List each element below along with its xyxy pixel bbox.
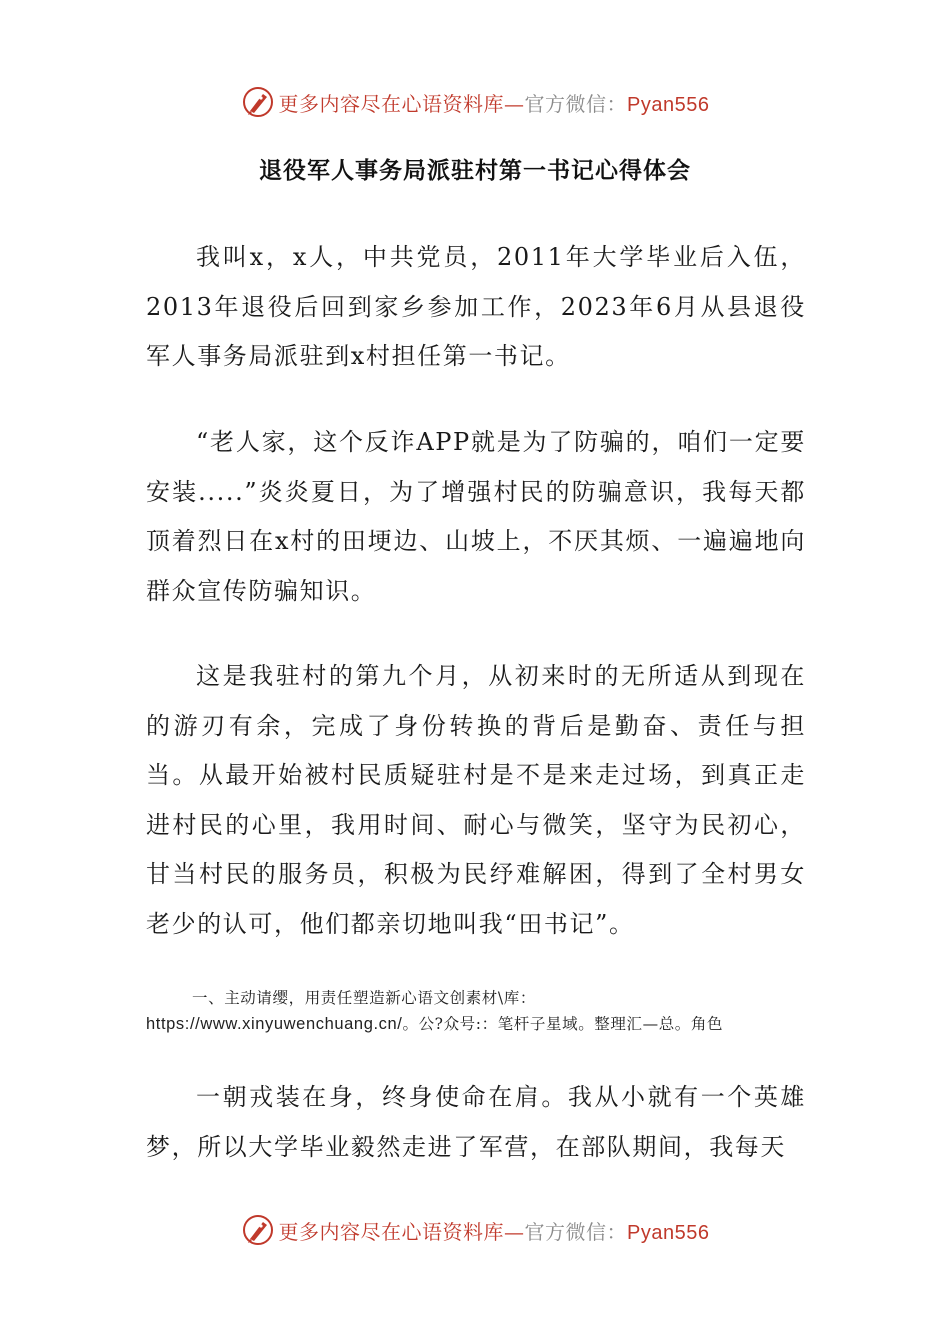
paragraph-military-dream: 一朝戎装在身，终身使命在肩。我从小就有一个英雄梦，所以大学毕业毅然走进了军营，在部队期间，我每天 <box>146 1083 806 1161</box>
header-banner <box>0 82 950 122</box>
note-lead: 一、主动请缨，用责任塑造新心语文创素材\库： <box>192 989 536 1007</box>
banner-sub-text: 官方微信： <box>524 1219 628 1244</box>
page-title: 退役军人事务局派驻村第一书记心得体会 <box>259 158 691 184</box>
note-url: https://www.xinyuwenchuang.cn/ <box>146 1015 403 1033</box>
banner-main-text: 更多内容尽在心语资料库 <box>278 1219 505 1244</box>
section-heading-note <box>146 985 806 1037</box>
pen-nib-logo-icon <box>241 85 275 119</box>
banner-wechat-id: Pyan556 <box>627 1221 710 1244</box>
banner-text <box>279 88 710 117</box>
paragraph-anti-fraud: “老人家，这个反诈APP就是为了防骗的，咱们一定要安装.....”炎炎夏日，为了增强村民的防骗意识，我每天都顶着烈日在x村的田埂边、山坡上，不厌其烦、一遍遍地向群众宣传防骗知识。 <box>146 428 806 605</box>
paragraph-ninth-month: 这是我驻村的第九个月，从初来时的无所适从到现在的游刃有余，完成了身份转换的背后是勤奋、责任与担当。从最开始被村民质疑驻村是不是来走过场，到真正走进村民的心里，我用时间、耐心与微笑，坚守为民初心，甘当村民的服务员，积极为民纾难解困，得到了全村男女老少的认可，他们都亲切地叫我“田书记”。 <box>146 662 806 938</box>
banner-main-text: 更多内容尽在心语资料库 <box>278 91 505 116</box>
paragraph-intro: 我叫x，x人，中共党员，2011年大学毕业后入伍，2013年退役后回到家乡参加工作，2023年6月从县退役军人事务局派驻到x村担任第一书记。 <box>146 243 806 370</box>
banner-sub-text: 官方微信： <box>524 91 628 116</box>
banner-text <box>279 1216 710 1245</box>
banner-dash: — <box>504 91 525 116</box>
banner-wechat-id: Pyan556 <box>627 93 710 116</box>
note-tail: 。公?众号:：笔杆子星域。整理汇—总。角色 <box>402 1015 724 1033</box>
pen-nib-logo-icon <box>241 1213 275 1247</box>
banner-dash: — <box>504 1219 525 1244</box>
footer-banner <box>0 1210 950 1250</box>
